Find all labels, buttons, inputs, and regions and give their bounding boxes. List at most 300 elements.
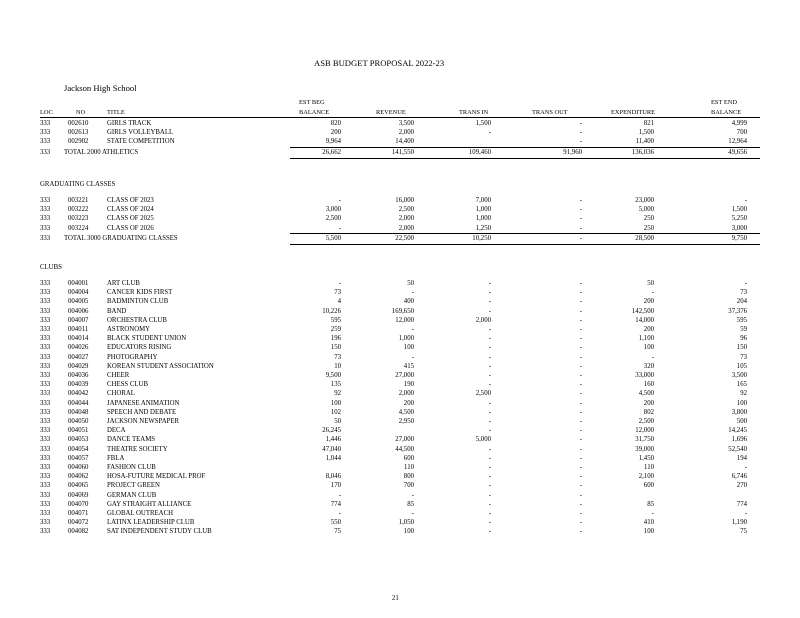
cell-end: 5,250: [731, 215, 747, 223]
cell-rev: 1,000: [398, 335, 414, 343]
cell-no: 003224: [68, 224, 89, 232]
cell-end: 165: [736, 381, 747, 389]
cell-title: LATINX LEADERSHIP CLUB: [107, 519, 195, 527]
cell-beg: 200: [330, 129, 341, 137]
cell-end: 1,190: [731, 519, 747, 527]
total-tout: 91,960: [563, 148, 582, 156]
cell-rev: -: [411, 491, 414, 499]
cell-rev: 110: [404, 464, 414, 471]
cell-tout: -: [579, 215, 582, 223]
cell-tout: -: [579, 289, 582, 297]
cell-beg: 1,446: [325, 436, 341, 444]
cell-exp: -: [651, 353, 654, 361]
cell-no: 004005: [68, 298, 89, 306]
cell-title: CLASS OF 2024: [107, 206, 154, 214]
cell-tin: -: [488, 129, 491, 137]
cell-no: 004007: [68, 316, 89, 324]
cell-rev: 100: [403, 528, 414, 536]
cell-tin: -: [488, 298, 491, 306]
cell-end: 73: [740, 289, 747, 297]
cell-loc: 333: [40, 390, 51, 398]
cell-title: PHOTOGRAPHY: [107, 353, 158, 361]
cell-rev: 800: [403, 473, 414, 481]
total-title: TOTAL 3000 GRADUATING CLASSES: [64, 234, 178, 242]
cell-no: 004051: [68, 427, 89, 435]
total-beg: 5,500: [325, 234, 341, 242]
cell-exp: 12,000: [635, 427, 654, 435]
cell-tout: -: [579, 307, 582, 315]
cell-tin: 1,000: [475, 206, 491, 214]
cell-end: 700: [736, 129, 747, 137]
cell-end: 92: [740, 390, 747, 398]
cell-no: 004054: [68, 445, 89, 453]
section-heading: CLUBS: [40, 264, 62, 271]
cell-tout: -: [579, 381, 582, 389]
cell-title: CANCER KIDS FIRST: [107, 289, 173, 297]
school-name: Jackson High School: [64, 83, 137, 93]
cell-no: 004011: [68, 326, 89, 333]
total-title: TOTAL 2000 ATHLETICS: [64, 148, 139, 156]
cell-rev: 190: [403, 381, 414, 389]
cell-loc: 333: [40, 500, 51, 508]
cell-loc: 333: [40, 528, 51, 536]
cell-tout: -: [579, 454, 582, 462]
cell-beg: 102: [330, 408, 341, 416]
cell-beg: 75: [334, 528, 341, 536]
cell-tin: -: [488, 362, 491, 370]
cell-title: PROJECT GREEN: [107, 482, 160, 490]
cell-tin: -: [488, 408, 491, 416]
cell-exp: 100: [643, 344, 654, 352]
cell-exp: 1,500: [638, 129, 654, 137]
cell-loc: 333: [40, 335, 51, 343]
cell-rev: -: [411, 510, 414, 517]
cell-tout: -: [579, 445, 582, 453]
cell-end: 6,746: [731, 473, 747, 481]
cell-tout: -: [579, 224, 582, 232]
cell-loc: 333: [40, 482, 51, 490]
cell-exp: 142,500: [631, 307, 654, 315]
cell-exp: 2,500: [638, 418, 654, 425]
cell-title: BADMINTON CLUB: [107, 298, 169, 306]
cell-exp: 2,100: [638, 473, 654, 481]
cell-loc: 333: [40, 326, 51, 333]
cell-rev: 2,000: [398, 224, 414, 232]
cell-tin: -: [488, 335, 491, 343]
cell-loc: 333: [40, 519, 51, 527]
cell-no: 004006: [68, 307, 89, 315]
cell-tin: -: [488, 344, 491, 352]
cell-loc: 333: [40, 427, 51, 435]
cell-beg: 73: [334, 289, 341, 297]
cell-title: DECA: [107, 427, 126, 435]
cell-end: 4,999: [731, 120, 747, 127]
cell-title: CLASS OF 2026: [107, 224, 154, 232]
cell-loc: 333: [40, 280, 51, 287]
cell-exp: 85: [647, 500, 654, 508]
cell-rev: 2,000: [398, 129, 414, 137]
total-tout: -: [579, 234, 582, 242]
cell-tin: -: [488, 418, 491, 425]
cell-loc: 333: [40, 491, 51, 499]
cell-tin: -: [488, 372, 491, 379]
cell-tin: 2,500: [475, 390, 491, 398]
cell-no: 002613: [68, 129, 89, 137]
cell-exp: -: [651, 289, 654, 297]
cell-loc: 333: [40, 206, 51, 214]
cell-beg: -: [338, 491, 341, 499]
cell-tin: -: [488, 427, 491, 435]
cell-tin: -: [488, 510, 491, 517]
cell-title: GAY STRAIGHT ALLIANCE: [107, 500, 192, 508]
cell-no: 004072: [68, 519, 89, 527]
cell-beg: 259: [330, 326, 341, 333]
total-exp: 28,500: [635, 234, 654, 242]
cell-exp: 4,500: [638, 390, 654, 398]
cell-tout: -: [579, 399, 582, 407]
cell-beg: 92: [334, 390, 341, 398]
cell-title: SAT INDEPENDENT STUDY CLUB: [107, 528, 212, 536]
cell-beg: 9,500: [325, 372, 341, 379]
cell-loc: 333: [40, 224, 51, 232]
cell-tin: -: [488, 289, 491, 297]
cell-end: 500: [736, 418, 747, 425]
cell-beg: -: [338, 280, 341, 287]
cell-end: 100: [736, 399, 747, 407]
total-beg: 26,662: [322, 148, 341, 156]
cell-beg: 196: [330, 335, 341, 343]
cell-tin: -: [488, 399, 491, 407]
cell-loc: 333: [40, 381, 51, 389]
cell-no: 004062: [68, 473, 89, 481]
cell-no: 004070: [68, 500, 89, 508]
cell-beg: 774: [330, 500, 341, 508]
col-loc-header: LOC: [40, 109, 53, 116]
cell-tout: -: [579, 427, 582, 435]
cell-tout: -: [579, 280, 582, 287]
cell-end: 3,800: [731, 408, 747, 416]
cell-exp: 50: [647, 280, 654, 287]
cell-loc: 333: [40, 129, 51, 137]
cell-beg: -: [338, 224, 341, 232]
cell-no: 003223: [68, 215, 89, 223]
total-rev: 141,550: [391, 148, 414, 156]
cell-tin: -: [488, 528, 491, 536]
cell-no: 004060: [68, 464, 89, 471]
cell-tout: -: [579, 390, 582, 398]
cell-rev: 2,000: [398, 215, 414, 223]
total-tin: 109,460: [468, 148, 491, 156]
cell-beg: 73: [334, 353, 341, 361]
cell-beg: 10: [334, 362, 341, 370]
cell-end: 194: [736, 454, 747, 462]
cell-tin: -: [488, 307, 491, 315]
cell-rev: 700: [403, 482, 414, 490]
cell-loc: 333: [40, 464, 51, 471]
cell-beg: 2,500: [325, 215, 341, 223]
page-number: 21: [392, 595, 399, 602]
col-expenditure-header: EXPENDITURE: [611, 109, 656, 116]
cell-tin: -: [488, 445, 491, 453]
cell-rev: -: [411, 289, 414, 297]
cell-tin: 1,500: [475, 120, 491, 127]
cell-exp: 200: [643, 326, 654, 333]
cell-rev: 100: [403, 344, 414, 352]
cell-exp: 11,400: [635, 138, 654, 146]
cell-tout: -: [579, 326, 582, 333]
cell-loc: 333: [40, 445, 51, 453]
cell-rev: 415: [403, 362, 414, 370]
cell-no: 004057: [68, 454, 89, 462]
report-title: ASB BUDGET PROPOSAL 2022-23: [314, 58, 445, 68]
cell-title: KOREAN STUDENT ASSOCIATION: [107, 362, 214, 370]
cell-exp: 160: [643, 381, 654, 389]
cell-end: -: [744, 510, 747, 517]
cell-title: JACKSON NEWSPAPER: [107, 418, 180, 425]
header-underline: [40, 117, 760, 118]
cell-tin: 5,000: [475, 436, 491, 444]
cell-exp: 110: [644, 464, 654, 471]
cell-no: 004027: [68, 353, 89, 361]
cell-loc: 333: [40, 510, 51, 517]
cell-exp: 250: [643, 215, 654, 223]
cell-rev: -: [411, 353, 414, 361]
cell-tout: -: [579, 464, 582, 471]
cell-tin: -: [488, 464, 491, 471]
cell-rev: 12,000: [395, 316, 414, 324]
cell-tout: -: [579, 138, 582, 146]
cell-no: 004082: [68, 528, 89, 536]
cell-title: EDUCATORS RISING: [107, 344, 172, 352]
cell-rev: 44,500: [395, 445, 414, 453]
cell-title: STATE COMPETITION: [107, 138, 175, 146]
cell-title: GLOBAL OUTREACH: [107, 510, 174, 517]
cell-no: 004036: [68, 372, 89, 379]
cell-rev: 27,000: [395, 372, 414, 379]
cell-exp: 31,750: [635, 436, 654, 444]
cell-loc: 333: [40, 353, 51, 361]
cell-end: 1,500: [731, 206, 747, 214]
total-loc: 333: [40, 148, 51, 156]
cell-exp: 33,000: [635, 372, 654, 379]
cell-tin: -: [488, 491, 491, 499]
cell-tout: -: [579, 316, 582, 324]
cell-end: 59: [740, 326, 747, 333]
cell-title: DANCE TEAMS: [107, 436, 156, 444]
cell-tout: -: [579, 120, 582, 127]
cell-exp: 5,000: [638, 206, 654, 214]
cell-title: CLASS OF 2023: [107, 197, 154, 204]
cell-loc: 333: [40, 436, 51, 444]
cell-no: 004065: [68, 482, 89, 490]
cell-loc: 333: [40, 418, 51, 425]
cell-beg: 26,245: [322, 427, 341, 435]
cell-tout: -: [579, 500, 582, 508]
cell-rev: 4,500: [398, 408, 414, 416]
cell-tout: -: [579, 344, 582, 352]
cell-end: 105: [736, 362, 747, 370]
cell-loc: 333: [40, 473, 51, 481]
cell-title: CHORAL: [107, 390, 135, 398]
cell-tin: 2,000: [475, 316, 491, 324]
total-end: 49,656: [728, 148, 747, 156]
cell-title: CHEER: [107, 372, 130, 379]
cell-tout: -: [579, 519, 582, 527]
cell-rev: 3,500: [398, 120, 414, 127]
cell-beg: 50: [334, 418, 341, 425]
cell-no: 004014: [68, 335, 89, 343]
cell-end: -: [744, 464, 747, 471]
cell-tin: -: [488, 454, 491, 462]
cell-tout: -: [579, 491, 582, 499]
cell-end: 3,500: [731, 372, 747, 379]
cell-tout: -: [579, 362, 582, 370]
cell-rev: 14,400: [395, 138, 414, 146]
cell-end: 150: [736, 344, 747, 352]
total-exp: 136,036: [631, 148, 654, 156]
total-top-rule: [290, 147, 760, 148]
cell-exp: 600: [643, 482, 654, 490]
cell-title: HOSA-FUTURE MEDICAL PROF: [107, 473, 206, 481]
cell-end: 774: [736, 500, 747, 508]
cell-end: 14,245: [728, 427, 747, 435]
total-tin: 10,250: [472, 234, 491, 242]
cell-loc: 333: [40, 454, 51, 462]
cell-exp: 1,450: [638, 454, 654, 462]
cell-no: 002610: [68, 120, 89, 127]
cell-tout: -: [579, 528, 582, 536]
cell-no: 004039: [68, 381, 89, 389]
cell-title: FBLA: [107, 454, 125, 462]
cell-loc: 333: [40, 138, 51, 146]
col-beg-header-bottom: BALANCE: [299, 109, 330, 116]
cell-no: 004044: [68, 399, 89, 407]
cell-exp: 200: [643, 399, 654, 407]
cell-title: THEATRE SOCIETY: [107, 445, 168, 453]
cell-beg: 3,000: [325, 206, 341, 214]
cell-no: 004042: [68, 390, 89, 398]
cell-tin: 1,000: [475, 215, 491, 223]
cell-end: 12,964: [728, 138, 747, 146]
cell-loc: 333: [40, 307, 51, 315]
cell-tout: -: [579, 298, 582, 306]
cell-tin: 1,250: [475, 224, 491, 232]
cell-exp: 250: [643, 224, 654, 232]
cell-loc: 333: [40, 344, 51, 352]
cell-title: FASHION CLUB: [107, 464, 156, 471]
cell-title: ORCHESTRA CLUB: [107, 316, 167, 324]
cell-tin: -: [488, 500, 491, 508]
cell-loc: 333: [40, 289, 51, 297]
cell-end: 37,376: [728, 307, 747, 315]
cell-exp: 320: [643, 362, 654, 370]
cell-tout: -: [579, 372, 582, 379]
cell-beg: 4: [337, 298, 341, 306]
cell-beg: 595: [330, 316, 341, 324]
col-end-header-bottom: BALANCE: [711, 109, 742, 116]
cell-beg: 550: [330, 519, 341, 527]
cell-title: BAND: [107, 307, 127, 315]
cell-tin: -: [488, 381, 491, 389]
cell-tin: 7,000: [475, 197, 491, 204]
cell-beg: -: [338, 510, 341, 517]
cell-no: 004050: [68, 418, 89, 425]
cell-no: 004029: [68, 362, 89, 370]
cell-tin: -: [488, 473, 491, 481]
cell-title: GIRLS VOLLEYBALL: [107, 129, 174, 137]
cell-rev: 2,500: [398, 206, 414, 214]
cell-tout: -: [579, 206, 582, 214]
cell-tout: -: [579, 473, 582, 481]
cell-loc: 333: [40, 197, 51, 204]
cell-no: 004004: [68, 289, 89, 297]
cell-rev: 2,000: [398, 390, 414, 398]
cell-no: 004026: [68, 344, 89, 352]
cell-exp: 23,000: [635, 197, 654, 204]
col-beg-header-top: EST BEG: [299, 99, 325, 106]
cell-no: 003222: [68, 206, 89, 214]
cell-end: -: [744, 280, 747, 287]
cell-tout: -: [579, 129, 582, 137]
cell-title: ART CLUB: [107, 280, 140, 287]
cell-end: 270: [736, 482, 747, 490]
cell-no: 004069: [68, 491, 89, 499]
cell-beg: 170: [330, 482, 341, 490]
cell-tout: -: [579, 197, 582, 204]
cell-end: 1,696: [731, 436, 747, 444]
cell-end: 3,000: [731, 224, 747, 232]
col-title-header: TITLE: [107, 109, 125, 116]
cell-tout: -: [579, 418, 582, 425]
section-heading: GRADUATING CLASSES: [40, 181, 116, 188]
cell-title: BLACK STUDENT UNION: [107, 335, 187, 343]
cell-exp: 802: [643, 408, 654, 416]
cell-tin: -: [488, 280, 491, 287]
cell-exp: 410: [643, 519, 654, 527]
cell-title: ASTRONOMY: [107, 326, 151, 333]
col-end-header-top: EST END: [711, 99, 737, 106]
cell-end: 75: [740, 528, 747, 536]
cell-beg: 820: [330, 120, 341, 127]
cell-no: 003221: [68, 197, 89, 204]
cell-end: 204: [736, 298, 747, 306]
col-revenue-header: REVENUE: [376, 109, 406, 116]
cell-title: SPEECH AND DEBATE: [107, 408, 177, 416]
col-transin-header: TRANS IN: [459, 109, 489, 116]
cell-title: CLASS OF 2025: [107, 215, 154, 223]
cell-title: GERMAN CLUB: [107, 491, 157, 499]
cell-rev: 50: [407, 280, 414, 287]
cell-loc: 333: [40, 399, 51, 407]
col-no-header: NO: [76, 109, 86, 116]
cell-loc: 333: [40, 120, 51, 127]
cell-rev: 85: [407, 500, 414, 508]
cell-beg: 47,040: [322, 445, 341, 453]
cell-no: 004001: [68, 280, 89, 287]
cell-beg: 8,046: [325, 473, 341, 481]
total-end: 9,750: [731, 234, 747, 242]
cell-tin: -: [488, 353, 491, 361]
cell-tout: -: [579, 482, 582, 490]
cell-end: 52,540: [728, 445, 747, 453]
cell-end: -: [744, 197, 747, 204]
cell-no: 004053: [68, 436, 89, 444]
cell-exp: 39,000: [635, 445, 654, 453]
cell-rev: 400: [403, 298, 414, 306]
cell-tin: -: [488, 482, 491, 490]
cell-rev: 2,950: [398, 418, 414, 425]
cell-exp: 1,100: [638, 335, 654, 343]
